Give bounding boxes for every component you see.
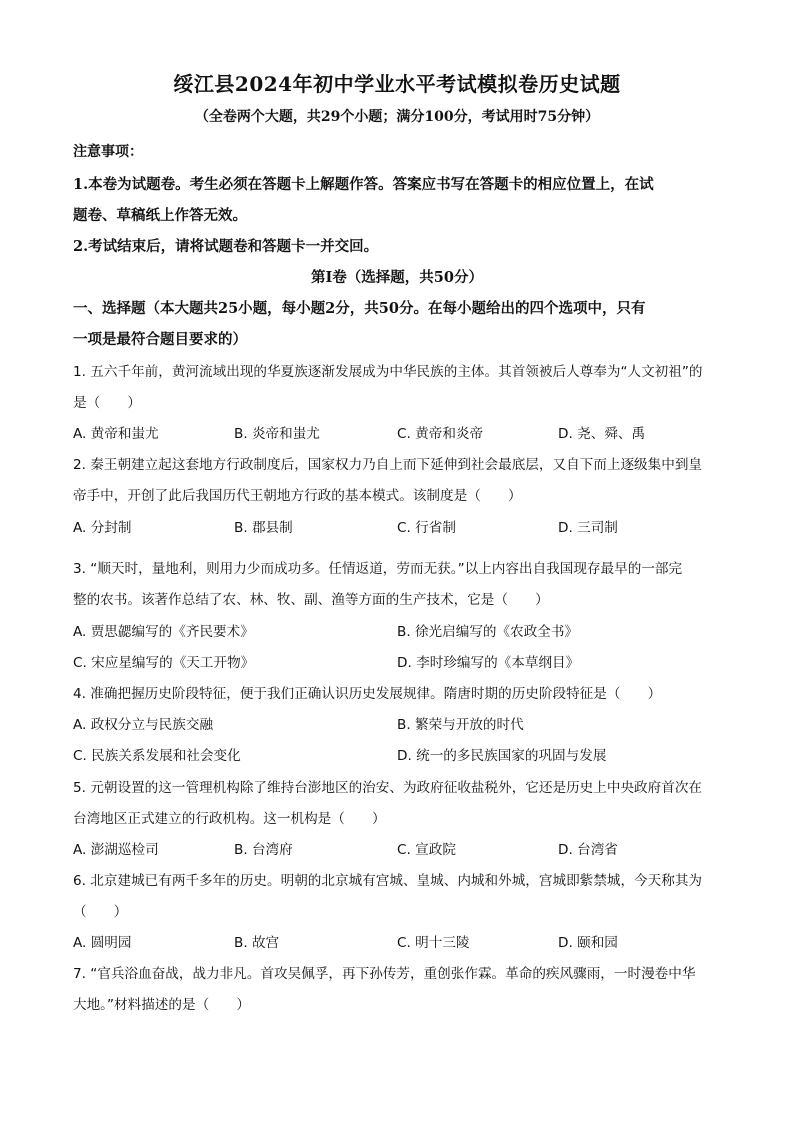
question-6-option-a: A. 圆明园 (73, 935, 132, 951)
question-7-line-2: 大地。”材料描述的是（ ） (73, 997, 250, 1013)
question-3-line-2: 整的农书。该著作总结了农、林、牧、副、渔等方面的生产技术，它是（ ） (73, 592, 549, 608)
notice-item-2: 2.考试结束后，请将试题卷和答题卡一并交回。 (73, 238, 379, 255)
question-2-option-c: C. 行省制 (397, 520, 456, 536)
question-3-option-a: A. 贾思勰编写的《齐民要术》 (73, 624, 254, 640)
question-2-option-d: D. 三司制 (558, 520, 618, 536)
question-6-option-c: C. 明十三陵 (397, 935, 470, 951)
question-4-option-c: C. 民族关系发展和社会变化 (73, 748, 241, 764)
notice-item-1-line-2: 题卷、草稿纸上作答无效。 (73, 207, 247, 224)
part-instruction-line-2: 一项是最符合题目要求的） (73, 331, 247, 348)
question-4-option-a: A. 政权分立与民族交融 (73, 717, 214, 733)
exam-subtitle: （全卷两个大题，共29个小题；满分100分，考试用时75分钟） (194, 109, 600, 125)
question-4-option-d: D. 统一的多民族国家的巩固与发展 (397, 748, 607, 764)
question-7-line-1: 7. “官兵浴血奋战，战力非凡。首攻吴佩孚，再下孙传芳，重创张作霖。革命的疾风骤雨，一时漫卷中华 (73, 966, 696, 982)
question-5-option-b: B. 台湾府 (234, 842, 293, 858)
question-5-line-1: 5. 元朝设置的这一管理机构除了维持台澎地区的治安、为政府征收盐税外，它还是历史上中央政府首次在 (73, 780, 703, 796)
question-4-line-1: 4. 准确把握历史阶段特征，便于我们正确认识历史发展规律。隋唐时期的历史阶段特征是（ ） (73, 686, 662, 702)
question-1-option-b: B. 炎帝和蚩尤 (234, 426, 320, 442)
question-3-line-1: 3. “顺天时，量地利，则用力少而成功多。任情返道，劳而无获。”以上内容出自我国现存最早的一部完 (73, 561, 683, 577)
question-3-option-b: B. 徐光启编写的《农政全书》 (397, 624, 579, 640)
question-6-line-2: （ ） (73, 904, 128, 920)
question-6-line-1: 6. 北京建城已有两千多年的历史。明朝的北京城有宫城、皇城、内城和外城，宫城即紫禁城，今天称其为 (73, 873, 703, 889)
question-3-option-d: D. 李时珍编写的《本草纲目》 (397, 655, 580, 671)
question-2-option-b: B. 郡县制 (234, 520, 293, 536)
question-5-option-a: A. 澎湖巡检司 (73, 842, 159, 858)
question-4-option-b: B. 繁荣与开放的时代 (397, 717, 524, 733)
question-1-option-a: A. 黄帝和蚩尤 (73, 426, 159, 442)
question-5-option-c: C. 宣政院 (397, 842, 456, 858)
question-1-line-2: 是（ ） (73, 395, 141, 411)
question-6-option-d: D. 颐和园 (558, 935, 618, 951)
question-1-option-d: D. 尧、舜、禹 (558, 426, 646, 442)
notice-heading: 注意事项： (73, 144, 143, 160)
section-title: 第Ⅰ卷（选择题，共50分） (311, 269, 483, 286)
question-3-option-c: C. 宋应星编写的《天工开物》 (73, 655, 255, 671)
question-5-line-2: 台湾地区正式建立的行政机构。这一机构是（ ） (73, 811, 386, 827)
question-1-line-1: 1. 五六千年前，黄河流域出现的华夏族逐渐发展成为中华民族的主体。其首领被后人尊奉为“人文初祖”的 (73, 364, 703, 380)
question-1-option-c: C. 黄帝和炎帝 (397, 426, 484, 442)
question-2-option-a: A. 分封制 (73, 520, 132, 536)
question-5-option-d: D. 台湾省 (558, 842, 618, 858)
question-2-line-2: 帝手中，开创了此后我国历代王朝地方行政的基本模式。该制度是（ ） (73, 488, 522, 504)
notice-item-1-line-1: 1.本卷为试题卷。考生必须在答题卡上解题作答。答案应书写在答题卡的相应位置上，在试 (73, 176, 654, 193)
question-6-option-b: B. 故宫 (234, 935, 280, 951)
part-instruction-line-1: 一、选择题（本大题共25小题，每小题2分，共50分。在每小题给出的四个选项中，只有 (73, 300, 646, 317)
question-2-line-1: 2. 秦王朝建立起这套地方行政制度后，国家权力乃自上而下延伸到社会最底层，又自下而上逐级集中到皇 (73, 457, 703, 473)
exam-title: 绥江县2024年初中学业水平考试模拟卷历史试题 (173, 72, 621, 96)
